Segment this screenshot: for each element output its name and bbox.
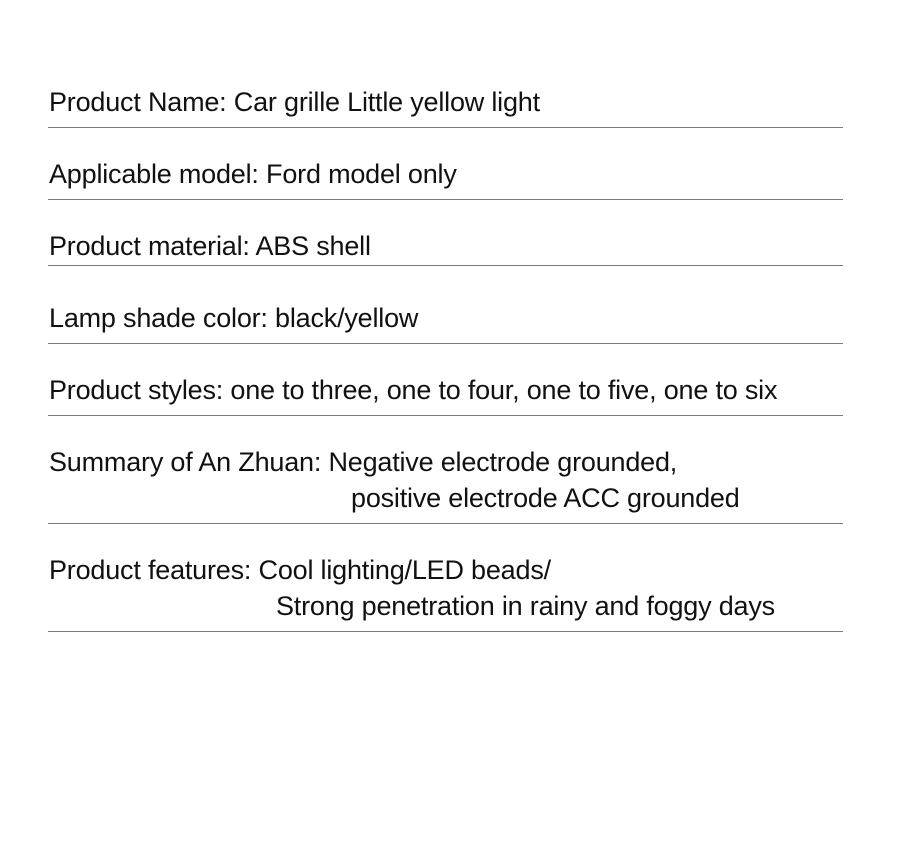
spec-label: Summary of An Zhuan: [49,447,322,477]
spec-value: one to three, one to four, one to five, one to six [230,375,778,405]
spec-value: Ford model only [266,159,457,189]
spec-row-applicable-model [48,128,843,200]
spec-label: Applicable model: [49,159,259,189]
spec-value: Car grille Little yellow light [233,87,540,117]
spec-row-product-features [48,524,843,632]
spec-value-continuation: positive electrode ACC grounded [351,483,740,513]
spec-label: Lamp shade color: [49,303,268,333]
spec-row-lamp-shade-color [48,266,843,344]
spec-value-continuation: Strong penetration in rainy and foggy days [276,591,775,621]
spec-label: Product features: [49,555,252,585]
spec-value: Negative electrode grounded, [328,447,678,477]
spec-label: Product Name: [49,87,227,117]
spec-value: Cool lighting/LED beads/ [258,555,551,585]
spec-label: Product styles: [49,375,224,405]
spec-row-product-styles [48,344,843,416]
spec-row-installation-summary [48,416,843,524]
spec-row-product-name [48,0,843,128]
spec-value: ABS shell [255,231,371,261]
spec-row-product-material [48,200,843,266]
spec-label: Product material: [49,231,250,261]
spec-value: black/yellow [275,303,419,333]
